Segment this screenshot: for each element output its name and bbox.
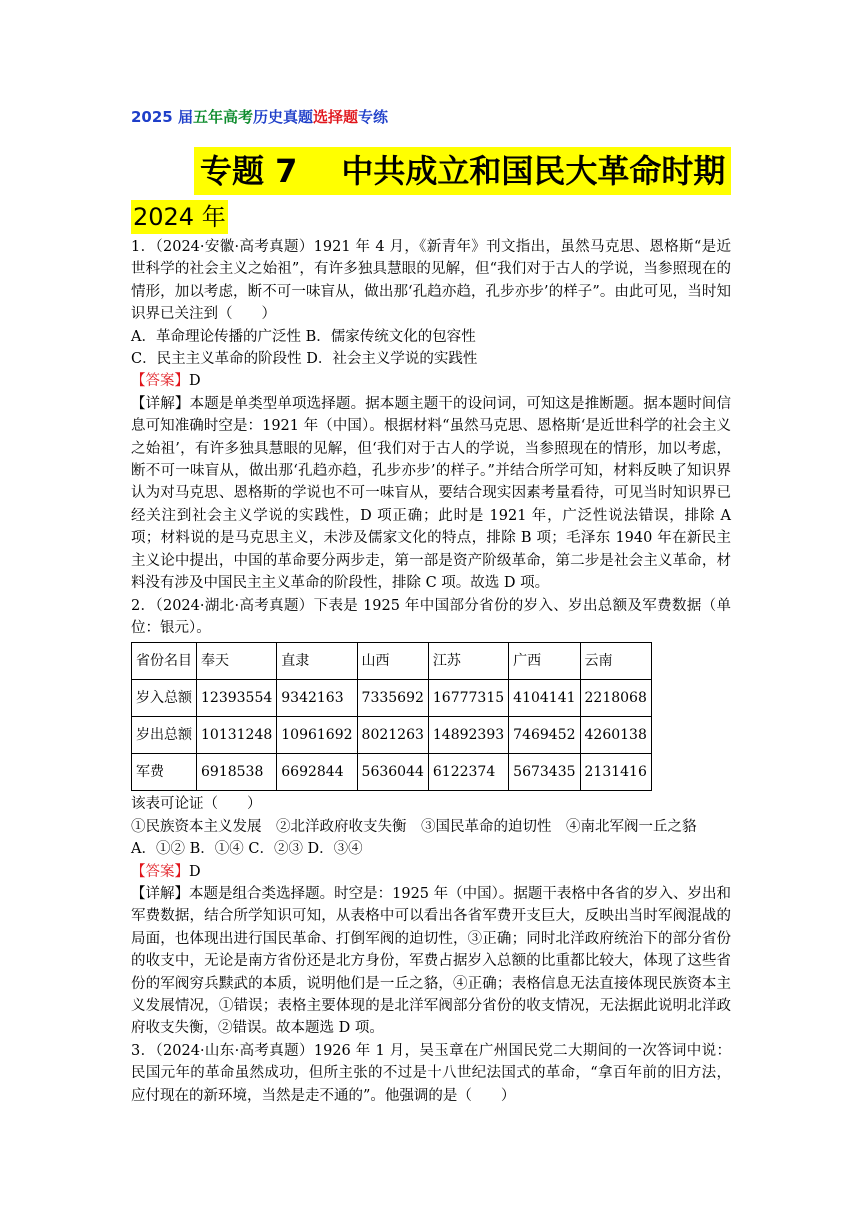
table-cell: 岁入总额 bbox=[132, 680, 197, 717]
header-five-years: 五年高考 bbox=[192, 108, 253, 126]
detail-label: 【详解】 bbox=[131, 395, 190, 412]
table-cell: 云南 bbox=[580, 643, 651, 680]
q2-answer bbox=[131, 861, 731, 883]
q2-options: A．①② B．①④ C．②③ D．③④ bbox=[131, 841, 363, 858]
table-cell: 7335692 bbox=[357, 680, 428, 717]
header-practice: 专练 bbox=[358, 108, 389, 126]
revenue-table bbox=[131, 642, 652, 791]
year-heading: 2024 年 bbox=[131, 200, 228, 234]
table-row bbox=[132, 754, 652, 791]
q1-options-line2: C．民主主义革命的阶段性 D．社会主义学说的实践性 bbox=[131, 351, 478, 368]
table-cell: 江苏 bbox=[428, 643, 508, 680]
table-cell: 6918538 bbox=[197, 754, 277, 791]
table-cell: 2131416 bbox=[580, 754, 651, 791]
answer-label: 【答案】 bbox=[131, 373, 189, 390]
table-cell: 8021263 bbox=[357, 717, 428, 754]
table-cell: 4104141 bbox=[509, 680, 580, 717]
q2-prompt: 该表可论证（ ） bbox=[131, 796, 262, 813]
answer-label: 【答案】 bbox=[131, 863, 189, 880]
table-cell: 直隶 bbox=[277, 643, 357, 680]
header-history: 历史真题 bbox=[253, 108, 314, 126]
table-cell: 6692844 bbox=[277, 754, 357, 791]
table-cell: 10961692 bbox=[277, 717, 357, 754]
detail-text: 本题是组合类选择题。时空是：1925 年（中国）。据题干表格中各省的岁入、岁出和军费数据，结合所学知识可知，从表格中可以看出各省军费开支巨大，反映出当时军阀混战的局面，也体现出进行国民革命、打倒军阀的迫切性，③正确；同时北洋政府统治下的部分省份的收支中，无论是南方省份还是北方身份，军费占据岁入总额的比重都比较大，体现了这些省份的军阀穷兵黩武的本质，说明他们是一丘之貉，④正确；表格信息无法直接体现民族资本主义发展情况，①错误；表格主要体现的是北洋军阀部分省份的收支情况，无法据此说明北洋政府收支失衡，②错误。故本题选 D 项。 bbox=[131, 885, 731, 1037]
table-cell: 省份名目 bbox=[132, 643, 197, 680]
table-cell: 4260138 bbox=[580, 717, 651, 754]
detail-label: 【详解】 bbox=[131, 885, 190, 902]
q2-items: ①民族资本主义发展 ②北洋政府收支失衡 ③国民革命的迫切性 ④南北军阀一丘之貉 bbox=[131, 818, 697, 835]
table-header-row bbox=[132, 643, 652, 680]
topic-title bbox=[194, 147, 731, 195]
table-cell: 16777315 bbox=[428, 680, 508, 717]
q1-options-line1: A．革命理论传播的广泛性 B．儒家传统文化的包容性 bbox=[131, 328, 476, 345]
table-cell: 奉天 bbox=[197, 643, 277, 680]
table-cell: 军费 bbox=[132, 754, 197, 791]
table-cell: 2218068 bbox=[580, 680, 651, 717]
table-cell: 5673435 bbox=[509, 754, 580, 791]
table-cell: 山西 bbox=[357, 643, 428, 680]
q2-detail bbox=[131, 883, 731, 1040]
table-cell: 5636044 bbox=[357, 754, 428, 791]
q1-answer bbox=[131, 370, 731, 392]
table-cell: 12393554 bbox=[197, 680, 277, 717]
detail-text: 本题是单类型单项选择题。据本题主题干的设问词，可知这是推断题。据本题时间信息可知准确时空是：1921 年（中国）。根据材料“虽然马克思、恩格斯‘是近世科学的社会主义之始祖’，有许多独具慧眼的见解，但‘我们对于古人的学说，当参照现在的情形，加以考虑，断不可一味盲从，做出那‘孔趋亦趋，孔步亦步’的样子。”并结合所学可知，材料反映了知识界认为对马克思、恩格斯的学说也不可一味盲从，要结合现实因素考量看待，可见当时知识界已经关注到社会主义学说的实践性，D 项正确；此时是 1921 年，广泛性说法错误，排除 A 项；材料说的是马克思主义，未涉及儒家文化的特点，排除 B 项；毛泽东 1940 年在新民主主义论中提出，中国的革命要分两步走，第一部是资产阶级革命，第二步是社会主义革命，材料没有涉及中国民主主义革命的阶段性，排除 C 项。故选 D 项。 bbox=[131, 395, 732, 592]
table-cell: 岁出总额 bbox=[132, 717, 197, 754]
q3-stem: 3．（2024·山东·高考真题）1926 年 1 月，吴玉章在广州国民党二大期间的一次答词中说：民国元年的革命虽然成功，但所主张的不过是十八世纪法国式的革命，“拿百年前的旧方法，应付现在的新环境，当然是走不通的”。他强调的是（ ） bbox=[131, 1042, 731, 1104]
answer-value: D bbox=[189, 863, 201, 880]
topic-label: 专题 7 bbox=[200, 152, 298, 190]
table-cell: 9342163 bbox=[277, 680, 357, 717]
questions-content bbox=[131, 236, 731, 1107]
series-header bbox=[131, 106, 388, 127]
table-cell: 14892393 bbox=[428, 717, 508, 754]
q2-stem: 2．（2024·湖北·高考真题）下表是 1925 年中国部分省份的岁入、岁出总额及军费数据（单位：银元）。 bbox=[131, 597, 731, 636]
table-cell: 7469452 bbox=[509, 717, 580, 754]
table-cell: 10131248 bbox=[197, 717, 277, 754]
table-row bbox=[132, 680, 652, 717]
header-choice: 选择题 bbox=[313, 108, 359, 126]
table-cell: 6122374 bbox=[428, 754, 508, 791]
header-year: 2025 届 bbox=[131, 108, 193, 126]
answer-value: D bbox=[189, 373, 201, 390]
topic-name: 中共成立和国民大革命时期 bbox=[341, 152, 726, 190]
table-row bbox=[132, 717, 652, 754]
table-cell: 广西 bbox=[509, 643, 580, 680]
q1-stem: 1．（2024·安徽·高考真题）1921 年 4 月，《新青年》刊文指出，虽然马克思、恩格斯“是近世科学的社会主义之始祖”，有许多独具慧眼的见解，但“我们对于古人的学说，当参照现在的情形，加以考虑，断不可一味盲从，做出那‘孔趋亦趋，孔步亦步’的样子”。由此可见，当时知识界已关注到（ ） bbox=[131, 239, 731, 323]
q1-detail bbox=[131, 393, 731, 595]
